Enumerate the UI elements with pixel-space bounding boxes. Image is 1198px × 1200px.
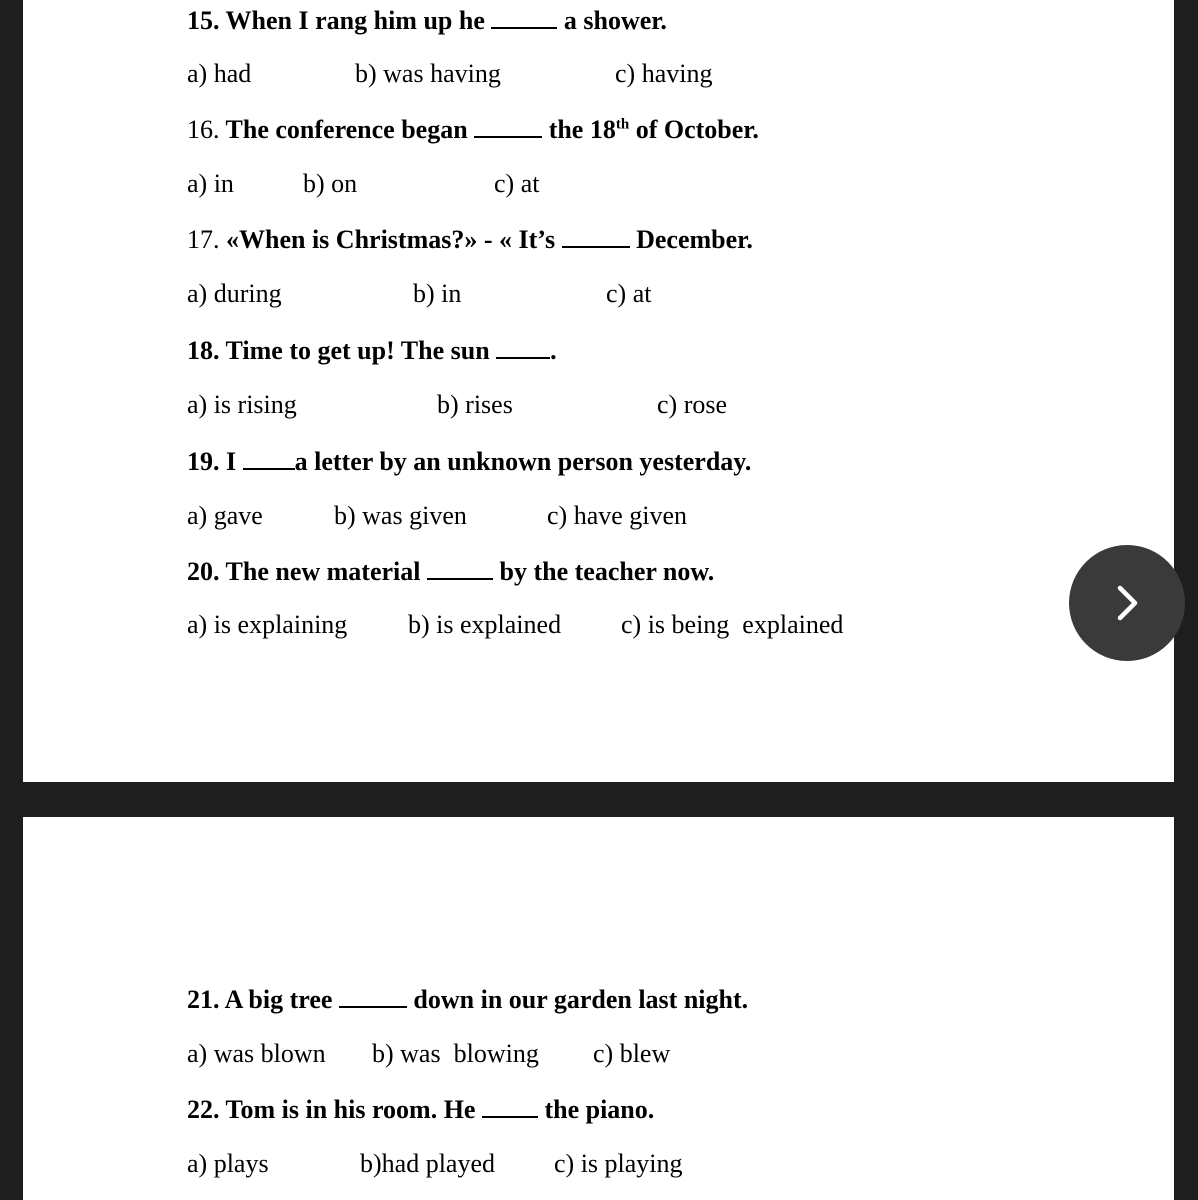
question-16 — [187, 114, 759, 145]
answer-blank — [496, 335, 550, 359]
answer-blank — [562, 224, 630, 248]
question-text: a shower. — [563, 6, 667, 35]
question-number: 16. — [187, 115, 220, 144]
question-number: 21. — [187, 985, 220, 1014]
option-c: c) at — [494, 169, 540, 198]
answer-blank — [482, 1094, 538, 1118]
question-22 — [187, 1094, 654, 1125]
option-a: a) gave — [187, 501, 263, 530]
question-text: the piano. — [544, 1095, 655, 1124]
question-text: by the teacher now. — [499, 557, 715, 586]
question-text: The conference began — [225, 115, 468, 144]
option-c: c) blew — [593, 1039, 671, 1068]
option-b: b) was blowing — [372, 1039, 539, 1068]
question-text: the 18th of October. — [548, 115, 759, 144]
option-c: c) have given — [547, 501, 688, 530]
question-text: down in our garden last night. — [413, 985, 749, 1014]
option-c: c) is being explained — [621, 610, 844, 639]
option-a: a) is rising — [187, 390, 297, 419]
question-text: . — [550, 336, 557, 365]
question-number: 22. — [187, 1095, 220, 1124]
next-page-button[interactable] — [1069, 545, 1185, 661]
question-15 — [187, 5, 667, 36]
answer-blank — [339, 984, 407, 1008]
question-number: 17. — [187, 225, 220, 254]
option-a: a) had — [187, 59, 252, 88]
question-text: The new material — [225, 557, 421, 586]
answer-blank — [243, 446, 295, 470]
question-number: 20. — [187, 557, 220, 586]
question-20 — [187, 556, 714, 587]
option-b: b) rises — [437, 390, 513, 419]
question-17 — [187, 224, 753, 255]
answer-blank — [427, 556, 493, 580]
option-c: c) at — [606, 279, 652, 308]
question-number: 15. — [187, 6, 220, 35]
question-19 — [187, 446, 751, 477]
option-b: b) is explained — [408, 610, 562, 639]
option-a: a) in — [187, 169, 234, 198]
question-text: Tom is in his room. He — [225, 1095, 476, 1124]
option-a: a) is explaining — [187, 610, 348, 639]
question-text: I — [226, 447, 237, 476]
document-page-2 — [23, 817, 1174, 1200]
option-b: b) in — [413, 279, 462, 308]
option-c: c) rose — [657, 390, 728, 419]
question-text: Time to get up! The sun — [225, 336, 490, 365]
chevron-right-icon — [1107, 583, 1147, 623]
question-text: December. — [636, 225, 753, 254]
question-text: «When is Christmas?» - « It’s — [226, 225, 556, 254]
answer-blank — [491, 5, 557, 29]
option-b: b) was having — [355, 59, 501, 88]
option-a: a) was blown — [187, 1039, 326, 1068]
question-21 — [187, 984, 748, 1015]
option-b: b) on — [303, 169, 358, 198]
question-18 — [187, 335, 557, 366]
option-c: c) having — [615, 59, 713, 88]
option-a: a) plays — [187, 1149, 269, 1178]
option-b: b) was given — [334, 501, 467, 530]
option-b: b)had played — [360, 1149, 496, 1178]
option-c: c) is playing — [554, 1149, 683, 1178]
question-number: 19. — [187, 447, 220, 476]
question-text: When I rang him up he — [225, 6, 485, 35]
answer-blank — [474, 114, 542, 138]
document-page-1 — [23, 0, 1174, 782]
question-number: 18. — [187, 336, 220, 365]
question-text: A big tree — [224, 985, 333, 1014]
option-a: a) during — [187, 279, 282, 308]
question-text: a letter by an unknown person yesterday. — [294, 447, 752, 476]
